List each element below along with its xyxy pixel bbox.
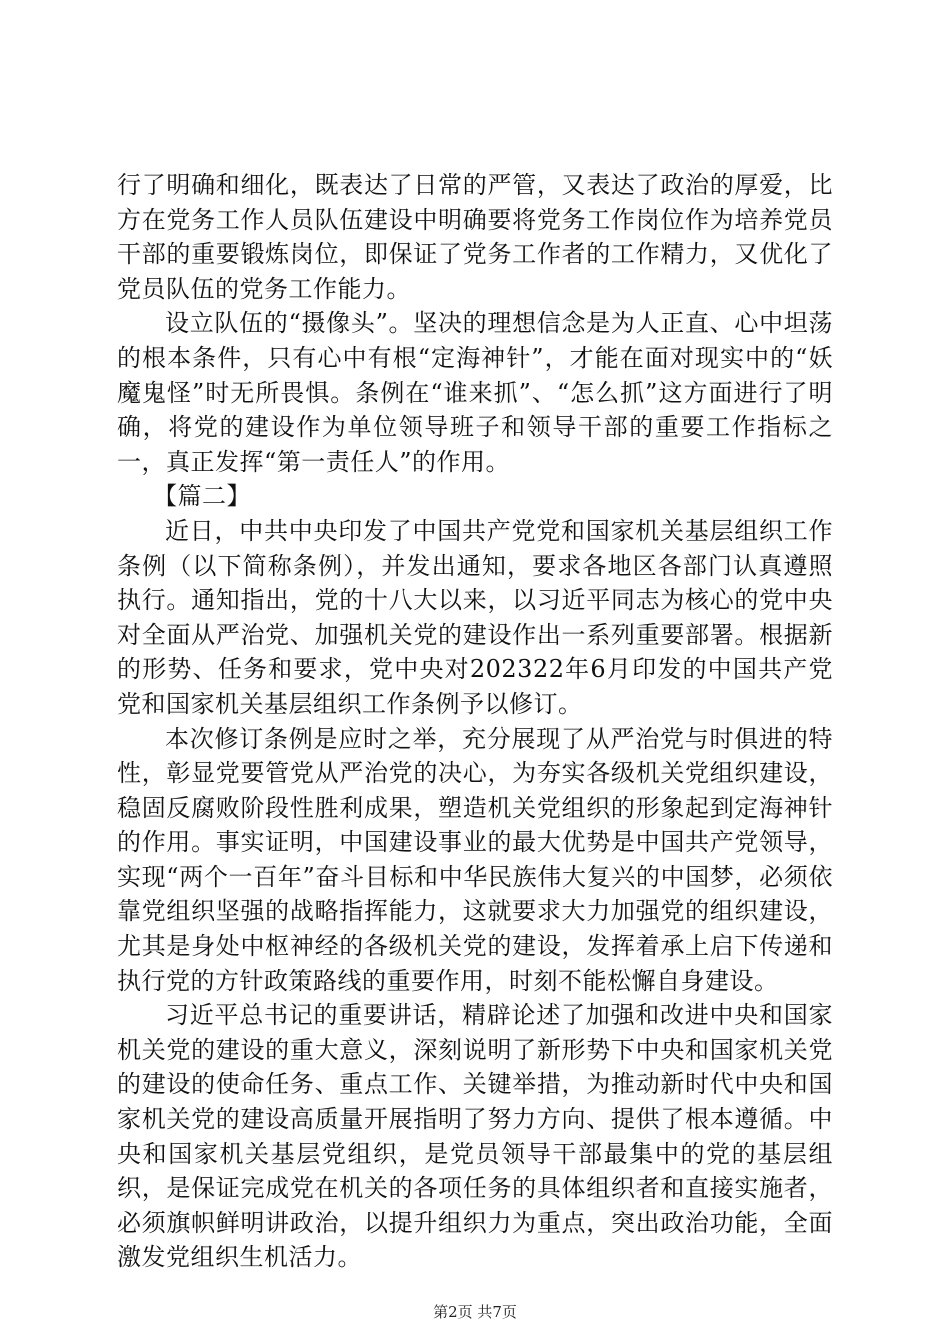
paragraph-continuation: 行了明确和细化，既表达了日常的严管，又表达了政治的厚爱，比方在党务工作人员队伍建设中明确要将党务工作岗位作为培养党员干部的重要锻炼岗位，即保证了党务工作者的工作精力，又优化了党员队伍的党务工作能力。 [117, 171, 833, 303]
paragraph-regulation-issued: 近日，中共中央印发了中国共产党党和国家机关基层组织工作条例（以下简称条例），并发出通知，要求各地区各部门认真遵照执行。通知指出，党的十八大以来，以习近平同志为核心的党中央对全面从严治党、加强机关党的建设作出一系列重要部署。根据新的形势、任务和要求，党中央对202322年6月印发的中国共产党党和国家机关基层组织工作条例予以修订。 [117, 516, 833, 718]
section-heading-part-two: 【篇二】 [153, 482, 251, 511]
paragraph-revision-significance: 本次修订条例是应时之举，充分展现了从严治党与时俱进的特性，彰显党要管党从严治党的决心，为夯实各级机关党组织建设，稳固反腐败阶段性胜利成果，塑造机关党组织的形象起到定海神针的作用。事实证明，中国建设事业的最大优势是中国共产党领导，实现“两个一百年”奋斗目标和中华民族伟大复兴的中国梦，必须依靠党组织坚强的战略指挥能力，这就要求大力加强党的组织建设，尤其是身处中枢神经的各级机关党的建设，发挥着承上启下传递和执行党的方针政策路线的重要作用，时刻不能松懈自身建设。 [117, 724, 833, 995]
page-number-footer: 第2页 共7页 [433, 1303, 517, 1321]
paragraph-important-speech: 习近平总书记的重要讲话，精辟论述了加强和改进中央和国家机关党的建设的重大意义，深刻说明了新形势下中央和国家机关党的建设的使命任务、重点工作、关键举措，为推动新时代中央和国家机关党的建设高质量开展指明了努力方向、提供了根本遵循。中央和国家机关基层党组织，是党员领导干部最集中的党的基层组织，是保证完成党在机关的各项任务的具体组织者和直接实施者，必须旗帜鲜明讲政治，以提升组织力为重点，突出政治功能，全面激发党组织生机活力。 [117, 1001, 833, 1272]
paragraph-camera-section: 设立队伍的“摄像头”。坚决的理想信念是为人正直、心中坦荡的根本条件，只有心中有根“定海神针”，才能在面对现实中的“妖魔鬼怪”时无所畏惧。条例在“谁来抓”、“怎么抓”这方面进行了明确，将党的建设作为单位领导班子和领导干部的重要工作指标之一，真正发挥“第一责任人”的作用。 [117, 309, 833, 476]
document-body [117, 168, 833, 1275]
